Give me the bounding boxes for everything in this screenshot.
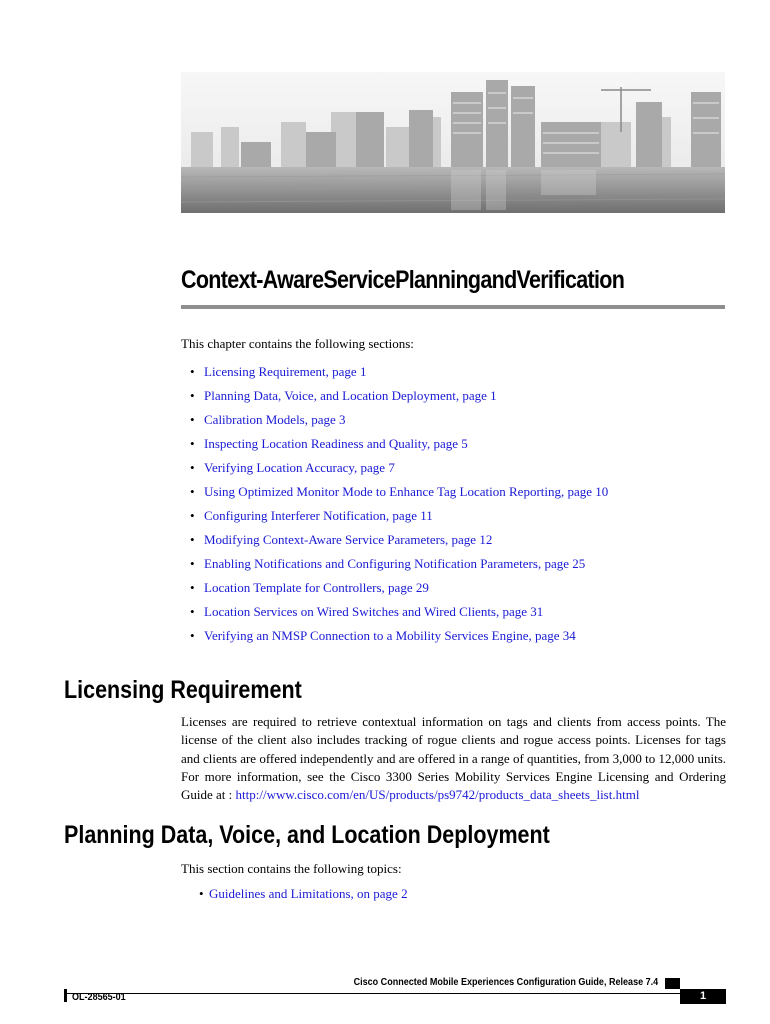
bullet-icon: • <box>190 436 195 451</box>
bullet-icon: • <box>199 886 204 901</box>
toc-link[interactable]: Licensing Requirement, page 1 <box>204 364 367 379</box>
toc-item <box>190 434 608 458</box>
toc-link[interactable]: Enabling Notifications and Configuring Notification Parameters, page 25 <box>204 556 586 571</box>
chapter-intro: This chapter contains the following sections: <box>181 336 414 351</box>
footer-marker <box>665 978 680 989</box>
planning-topics <box>199 884 408 904</box>
toc-item <box>190 410 608 434</box>
bullet-icon: • <box>190 364 195 379</box>
bullet-icon: • <box>190 508 195 523</box>
toc-link[interactable]: Verifying an NMSP Connection to a Mobility Services Engine, page 34 <box>204 628 576 643</box>
toc-link[interactable]: Planning Data, Voice, and Location Deployment, page 1 <box>204 388 497 403</box>
toc-link[interactable]: Location Services on Wired Switches and Wired Clients, page 31 <box>204 604 544 619</box>
bullet-icon: • <box>190 484 195 499</box>
chapter-hero-image <box>181 72 725 213</box>
footer-guide-title: Cisco Connected Mobile Experiences Configuration Guide, Release 7.4 <box>353 976 658 988</box>
toc-link[interactable]: Inspecting Location Readiness and Quality, page 5 <box>204 436 468 451</box>
topic-item <box>199 884 408 904</box>
toc-item <box>190 458 608 482</box>
bullet-icon: • <box>190 412 195 427</box>
toc-item <box>190 386 608 410</box>
footer-rule <box>64 993 726 994</box>
toc-item <box>190 482 608 506</box>
bullet-icon: • <box>190 388 195 403</box>
footer-left-marker <box>64 989 67 1002</box>
bullet-icon: • <box>190 532 195 547</box>
toc-item <box>190 530 608 554</box>
chapter-toc <box>190 362 608 650</box>
bullet-icon: • <box>190 580 195 595</box>
toc-link[interactable]: Location Template for Controllers, page 29 <box>204 580 429 595</box>
toc-link[interactable]: Configuring Interferer Notification, page 11 <box>204 508 433 523</box>
toc-link[interactable]: Using Optimized Monitor Mode to Enhance Tag Location Reporting, page 10 <box>204 484 609 499</box>
page-number: 1 <box>680 989 726 1004</box>
licensing-paragraph <box>181 713 726 804</box>
bullet-icon: • <box>190 556 195 571</box>
bullet-icon: • <box>190 628 195 643</box>
planning-heading: Planning Data, Voice, and Location Deployment <box>64 821 550 849</box>
licensing-guide-link[interactable]: http://www.cisco.com/en/US/products/ps9742/products_data_sheets_list.html <box>235 787 640 803</box>
licensing-heading: Licensing Requirement <box>64 676 302 704</box>
planning-intro: This section contains the following topics: <box>181 861 402 876</box>
chapter-title: Context-AwareServicePlanningandVerification <box>181 266 625 294</box>
bullet-icon: • <box>190 460 195 475</box>
toc-item <box>190 602 608 626</box>
footer-doc-number: OL-28565-01 <box>72 991 126 1003</box>
toc-item <box>190 554 608 578</box>
toc-item <box>190 578 608 602</box>
title-rule <box>181 305 725 309</box>
bullet-icon: • <box>190 604 195 619</box>
topic-link[interactable]: Guidelines and Limitations, on page 2 <box>209 886 408 901</box>
toc-link[interactable]: Calibration Models, page 3 <box>204 412 346 427</box>
toc-item <box>190 506 608 530</box>
toc-link[interactable]: Modifying Context-Aware Service Parameters, page 12 <box>204 532 493 547</box>
toc-link[interactable]: Verifying Location Accuracy, page 7 <box>204 460 395 475</box>
toc-item <box>190 626 608 650</box>
toc-item <box>190 362 608 386</box>
licensing-body: Licenses are required to retrieve contextual information on tags and clients from access points. The license of the client also includes tracking of rogue clients and rogue access points. Licenses for tags and clients are offered independently and are offered in a range of quantities, from 3,000 to 12,000 units. For more information, see the Cisco 3300 Series Mobility Services Engine Licensing and Ordering Guide at : <box>181 714 726 803</box>
